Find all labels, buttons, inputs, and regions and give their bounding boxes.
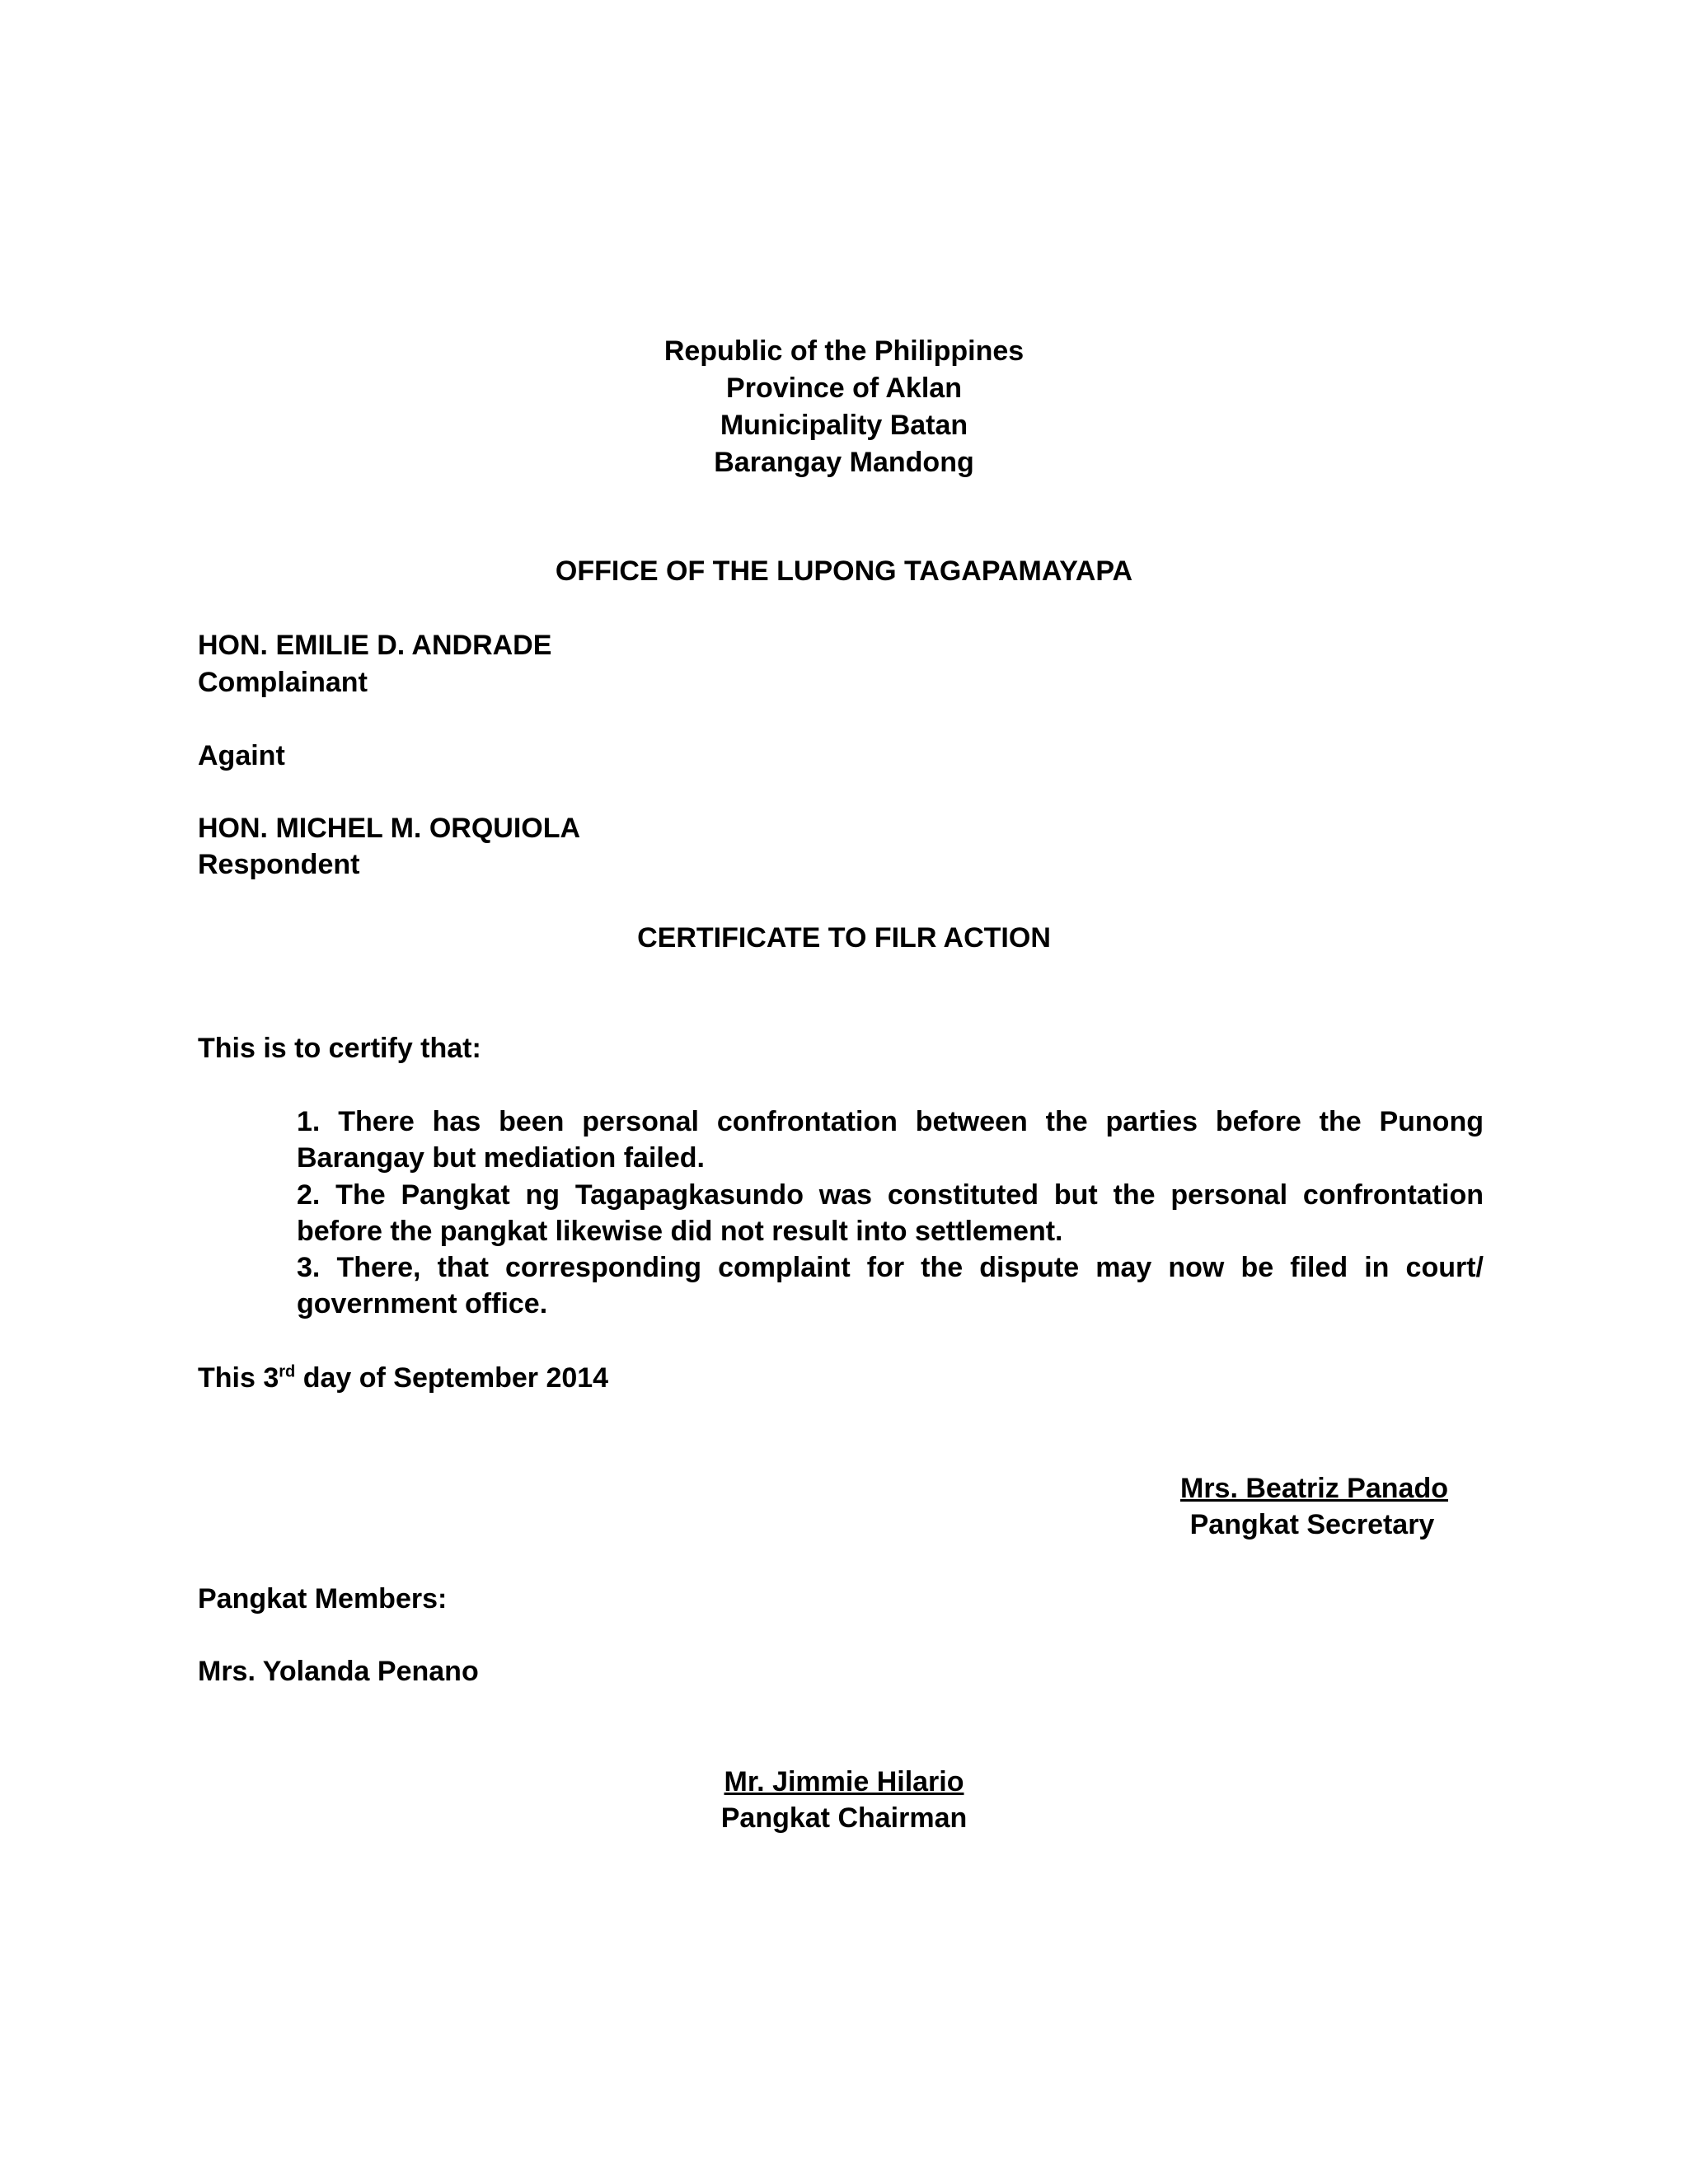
complainant-name: HON. EMILIE D. ANDRADE <box>198 630 552 661</box>
certificate-title: CERTIFICATE TO FILR ACTION <box>637 922 1051 954</box>
date-ordinal: rd <box>279 1362 296 1381</box>
secretary-title: Pangkat Secretary <box>1189 1509 1435 1540</box>
certify-intro: This is to certify that: <box>198 1033 481 1064</box>
certify-item-3: 3. There, that corresponding complaint for the dispute may now be filed in court/ government office. <box>297 1252 1484 1319</box>
certificate-date <box>198 1360 608 1396</box>
header-barangay: Barangay Mandong <box>714 447 974 478</box>
secretary-signature-block <box>1180 1470 1448 1543</box>
date-prefix: This 3 <box>198 1362 279 1394</box>
date-rest: day of September 2014 <box>295 1362 609 1394</box>
header-province: Province of Aklan <box>726 373 962 404</box>
chairman-name: Mr. Jimmie Hilario <box>724 1766 964 1797</box>
office-title: OFFICE OF THE LUPONG TAGAPAMAYAPA <box>555 555 1133 587</box>
certify-item-1: 1. There has been personal confrontation between the parties before the Punong Barangay but mediation failed. <box>297 1106 1484 1174</box>
pangkat-members-label: Pangkat Members: <box>198 1583 448 1615</box>
chairman-signature-block <box>679 1764 1009 1836</box>
complainant-role: Complainant <box>198 667 368 698</box>
respondent-role: Respondent <box>198 849 360 880</box>
against-label: Againt <box>198 740 285 771</box>
respondent-name: HON. MICHEL M. ORQUIOLA <box>198 813 581 844</box>
header-municipality: Municipality Batan <box>720 410 968 441</box>
chairman-title: Pangkat Chairman <box>720 1802 968 1834</box>
secretary-name: Mrs. Beatriz Panado <box>1180 1473 1448 1504</box>
pangkat-member-name: Mrs. Yolanda Penano <box>198 1656 479 1687</box>
certify-item-2: 2. The Pangkat ng Tagapagkasundo was constituted but the personal confrontation before the pangkat likewise did not result into settlement. <box>297 1179 1484 1247</box>
header-republic: Republic of the Philippines <box>663 335 1025 367</box>
